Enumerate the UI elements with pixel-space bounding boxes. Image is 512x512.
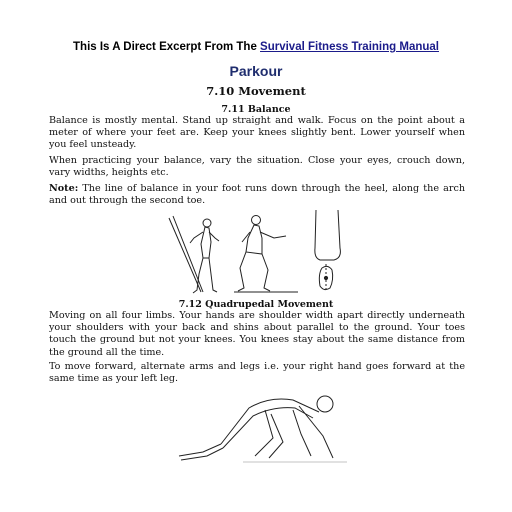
section-heading: 7.10 Movement	[206, 84, 306, 98]
balance-note	[49, 183, 465, 207]
quadrupedal-paragraph-2: To move forward, alternate arms and legs i.e. your right hand goes forward at the same time as your left leg.	[49, 361, 465, 385]
note-label: Note:	[49, 183, 79, 194]
manual-link[interactable]: Survival Fitness Training Manual	[260, 41, 439, 53]
excerpt-header	[0, 41, 512, 53]
quadrupedal-paragraph-1: Moving on all four limbs. Your hands are shoulder width apart directly underneath your shoulders with your back and shins about parallel to the ground. Your toes touch the ground but not your knees. You knees stay about the same distance from the ground all the time.	[49, 310, 465, 358]
figure-quadrupedal-crawl	[173, 386, 349, 464]
figure-foot-balance-line	[304, 208, 352, 296]
balance-heading: 7.11 Balance	[221, 104, 291, 115]
page-title: Parkour	[229, 63, 283, 79]
figure-walking-on-rail	[167, 208, 227, 296]
balance-rail	[169, 218, 201, 292]
excerpt-prefix: This Is A Direct Excerpt From The	[73, 41, 261, 53]
quadrupedal-heading: 7.12 Quadrupedal Movement	[178, 299, 334, 310]
balance-paragraph-1: Balance is mostly mental. Stand up straight and walk. Focus on the point about a meter of where your feet are. Keep your knees slightly bent. Lower yourself when you feel unsteady.	[49, 115, 465, 151]
note-text: The line of balance in your foot runs down through the heel, along the arch and out through the second toe.	[49, 183, 465, 207]
figure-crouching-balance	[232, 212, 300, 296]
balance-paragraph-2: When practicing your balance, vary the situation. Close your eyes, crouch down, vary widths, heights etc.	[49, 155, 465, 179]
